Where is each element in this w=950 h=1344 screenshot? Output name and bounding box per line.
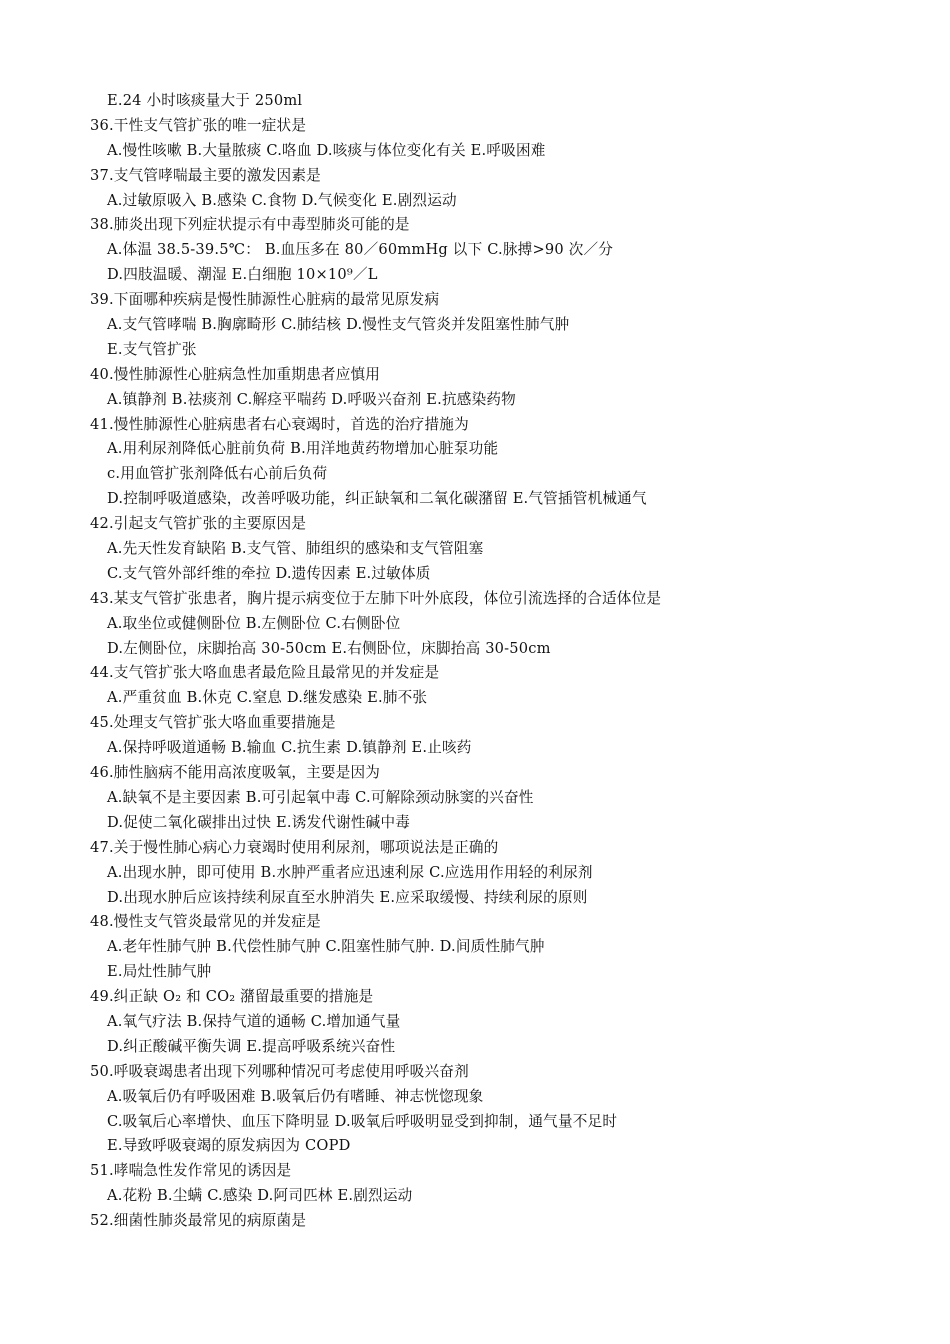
answer-options: A.老年性肺气肿 B.代偿性肺气肿 C.阻塞性肺气肿. D.间质性肺气肿 [107, 938, 545, 956]
question-stem: 40.慢性肺源性心脏病急性加重期患者应慎用 [90, 365, 381, 383]
answer-options: E.导致呼吸衰竭的原发病因为 COPD [107, 1137, 351, 1155]
answer-options: D.控制呼吸道感染，改善呼吸功能，纠正缺氧和二氧化碳潴留 E.气管插管机械通气 [107, 490, 647, 508]
answer-options: A.体温 38.5-39.5℃： B.血压多在 80／60mmHg 以下 C.脉搏>90 次／分 [107, 241, 614, 259]
answer-options: A.出现水肿，即可使用 B.水肿严重者应迅速利尿 C.应选用作用轻的利尿剂 [107, 863, 593, 881]
question-stem: 52.细菌性肺炎最常见的病原菌是 [90, 1212, 307, 1230]
question-stem: 36.干性支气管扩张的唯一症状是 [90, 116, 307, 134]
answer-options: D.左侧卧位，床脚抬高 30-50cm E.右侧卧位，床脚抬高 30-50cm [107, 639, 551, 657]
question-stem: 50.呼吸衰竭患者出现下列哪种情况可考虑使用呼吸兴奋剂 [90, 1062, 469, 1080]
question-stem: 38.肺炎出现下列症状提示有中毒型肺炎可能的是 [90, 216, 410, 234]
question-stem: 41.慢性肺源性心脏病患者右心衰竭时，首选的治疗措施为 [90, 415, 469, 433]
question-stem: 45.处理支气管扩张大咯血重要措施是 [90, 714, 336, 732]
question-stem: 37.支气管哮喘最主要的激发因素是 [90, 166, 321, 184]
answer-options: A.保持呼吸道通畅 B.输血 C.抗生素 D.镇静剂 E.止咳药 [107, 739, 472, 757]
answer-options: A.缺氧不是主要因素 B.可引起氧中毒 C.可解除颈动脉窦的兴奋性 [107, 788, 534, 806]
question-stem: 43.某支气管扩张患者，胸片提示病变位于左肺下叶外底段，体位引流选择的合适体位是 [90, 589, 662, 607]
answer-options: A.取坐位或健侧卧位 B.左侧卧位 C.右侧卧位 [107, 614, 401, 632]
answer-options: E.局灶性肺气肿 [107, 963, 212, 981]
answer-options: A.花粉 B.尘螨 C.感染 D.阿司匹林 E.剧烈运动 [107, 1187, 413, 1205]
answer-options: A.用利尿剂降低心脏前负荷 B.用洋地黄药物增加心脏泵功能 [107, 440, 499, 458]
answer-options: A.支气管哮喘 B.胸廓畸形 C.肺结核 D.慢性支气管炎并发阻塞性肺气肿 [107, 316, 570, 334]
question-stem: 39.下面哪种疾病是慢性肺源性心脏病的最常见原发病 [90, 291, 440, 309]
question-stem: 47.关于慢性肺心病心力衰竭时使用利尿剂，哪项说法是正确的 [90, 838, 499, 856]
answer-options: A.吸氧后仍有呼吸困难 B.吸氧后仍有嗜睡、神志恍惚现象 [107, 1087, 484, 1105]
question-stem: 49.纠正缺 O₂ 和 CO₂ 潴留最重要的措施是 [90, 988, 374, 1006]
answer-options: A.严重贫血 B.休克 C.窒息 D.继发感染 E.肺不张 [107, 689, 428, 707]
answer-options: A.氧气疗法 B.保持气道的通畅 C.增加通气量 [107, 1012, 401, 1030]
answer-options: A.慢性咳嗽 B.大量脓痰 C.咯血 D.咳痰与体位变化有关 E.呼吸困难 [107, 141, 546, 159]
answer-options: D.四肢温暖、潮湿 E.白细胞 10×10⁹／L [107, 266, 378, 284]
document-page [90, 89, 930, 1234]
question-stem: 42.引起支气管扩张的主要原因是 [90, 515, 307, 533]
answer-options: C.吸氧后心率增快、血压下降明显 D.吸氧后呼吸明显受到抑制，通气量不足时 [107, 1112, 618, 1130]
answer-options: E.24 小时咳痰量大于 250ml [107, 92, 303, 109]
answer-options: A.先天性发育缺陷 B.支气管、肺组织的感染和支气管阻塞 [107, 540, 484, 558]
answer-options: c.用血管扩张剂降低右心前后负荷 [107, 465, 328, 483]
question-stem: 51.哮喘急性发作常见的诱因是 [90, 1162, 292, 1180]
answer-options: E.支气管扩张 [107, 340, 197, 358]
answer-options: D.纠正酸碱平衡失调 E.提高呼吸系统兴奋性 [107, 1037, 396, 1055]
question-stem: 48.慢性支气管炎最常见的并发症是 [90, 913, 321, 931]
answer-options: D.促使二氧化碳排出过快 E.诱发代谢性碱中毒 [107, 813, 411, 831]
answer-options: A.过敏原吸入 B.感染 C.食物 D.气候变化 E.剧烈运动 [107, 191, 457, 209]
answer-options: C.支气管外部纤维的牵拉 D.遗传因素 E.过敏体质 [107, 564, 431, 582]
answer-options: A.镇静剂 B.祛痰剂 C.解痉平喘药 D.呼吸兴奋剂 E.抗感染药物 [107, 390, 516, 408]
question-stem: 46.肺性脑病不能用高浓度吸氧，主要是因为 [90, 764, 381, 782]
answer-options: D.出现水肿后应该持续利尿直至水肿消失 E.应采取缓慢、持续利尿的原则 [107, 888, 588, 906]
question-stem: 44.支气管扩张大咯血患者最危险且最常见的并发症是 [90, 664, 440, 682]
